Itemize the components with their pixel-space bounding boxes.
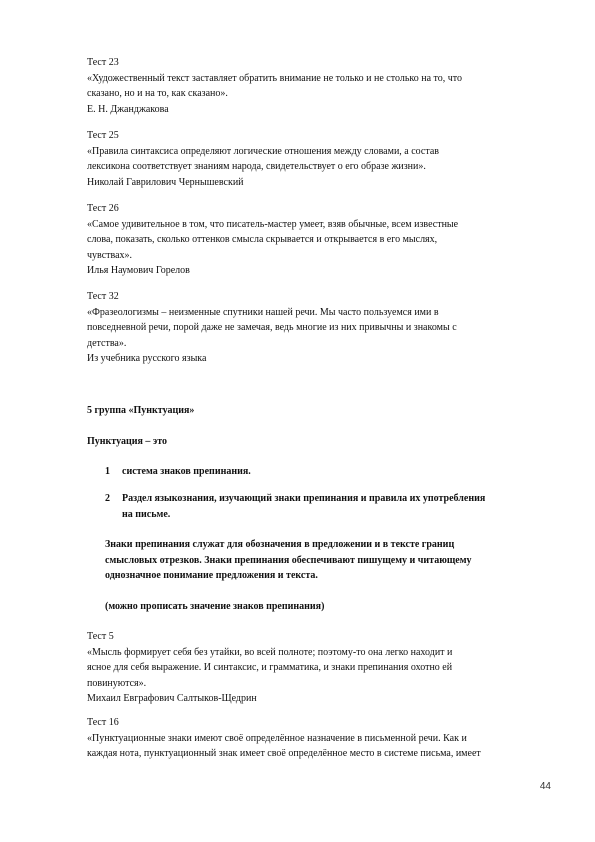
quote-author: Илья Наумович Горелов [87, 265, 190, 276]
list-item [122, 464, 562, 480]
quote-author: Михаил Евграфович Салтыков-Щедрин [87, 693, 257, 704]
quote-line: лексикона соответствует знаниям народа, свидетельствует о его образе жизни». [87, 161, 426, 172]
test-23-block [87, 55, 557, 117]
list-item [122, 491, 562, 522]
test-5-block [87, 629, 557, 707]
paragraph-line: смысловых отрезков. Знаки препинания обеспечивают пишущему и читающему [105, 554, 472, 566]
quote-line: ясное для себя выражение. И синтаксис, и грамматика, и знаки препинания охотно ей [87, 662, 453, 673]
quote-author: Из учебника русского языка [87, 353, 207, 364]
test-25-block [87, 128, 557, 190]
quote-line: повинуются». [87, 677, 147, 689]
paragraph-line: однозначное понимание предложения и текста. [105, 570, 318, 581]
test-title: Тест 23 [87, 57, 119, 68]
note: (можно прописать значение знаков препинания) [105, 601, 325, 612]
quote-author: Е. Н. Джанджакова [87, 103, 169, 115]
test-16-block [87, 715, 557, 762]
quote-line: «Фразеологизмы – неизменные спутники нашей речи. Мы часто пользуемся ими в [87, 306, 439, 318]
quote-line: «Художественный текст заставляет обратить внимание не только и не столько на то, что [87, 72, 463, 84]
quote-line: чувствах». [87, 249, 133, 261]
test-title: Тест 5 [87, 631, 114, 642]
quote-line: каждая нота, пунктуационный знак имеет своё определённое место в системе письма, имеет [87, 748, 481, 759]
punctuation-paragraph [105, 537, 575, 584]
test-title: Тест 32 [87, 291, 119, 302]
list-item-text: Раздел языкознания, изучающий знаки препинания и правила их употребления [122, 493, 486, 504]
list-item-number: 1 [105, 466, 110, 477]
list-item-number: 2 [105, 493, 110, 504]
quote-line: сказано, но и на то, как сказано». [87, 88, 228, 99]
test-title: Тест 26 [87, 203, 119, 214]
test-32-block [87, 289, 557, 367]
group-heading: 5 группа «Пунктуация» [87, 405, 195, 416]
quote-line: слова, показать, сколько оттенков смысла скрывается и открывается в его мыслях, [87, 234, 438, 245]
quote-line: «Пунктуационные знаки имеют своё определённое назначение в письменной речи. Как и [87, 732, 467, 744]
paragraph-line: Знаки препинания служат для обозначения в предложении и в тексте границ [105, 539, 455, 550]
test-26-block [87, 201, 557, 279]
page-number: 44 [539, 781, 551, 792]
quote-line: повседневной речи, порой даже не замечая, ведь многие из них привычны и знакомы с [87, 322, 457, 333]
quote-line: детства». [87, 337, 127, 349]
quote-line: «Самое удивительное в том, что писатель-мастер умеет, взяв обычные, всем известные [87, 218, 459, 230]
quote-author: Николай Гаврилович Чернышевский [87, 176, 244, 188]
definition-heading: Пунктуация – это [87, 436, 167, 447]
quote-line: «Правила синтаксиса определяют логические отношения между словами, а состав [87, 145, 440, 157]
list-item-text: система знаков препинания. [122, 466, 251, 477]
quote-line: «Мысль формирует себя без утайки, во всей полноте; поэтому-то она легко находит и [87, 646, 453, 658]
test-title: Тест 25 [87, 130, 119, 141]
test-title: Тест 16 [87, 717, 119, 728]
list-item-text: на письме. [122, 508, 171, 520]
